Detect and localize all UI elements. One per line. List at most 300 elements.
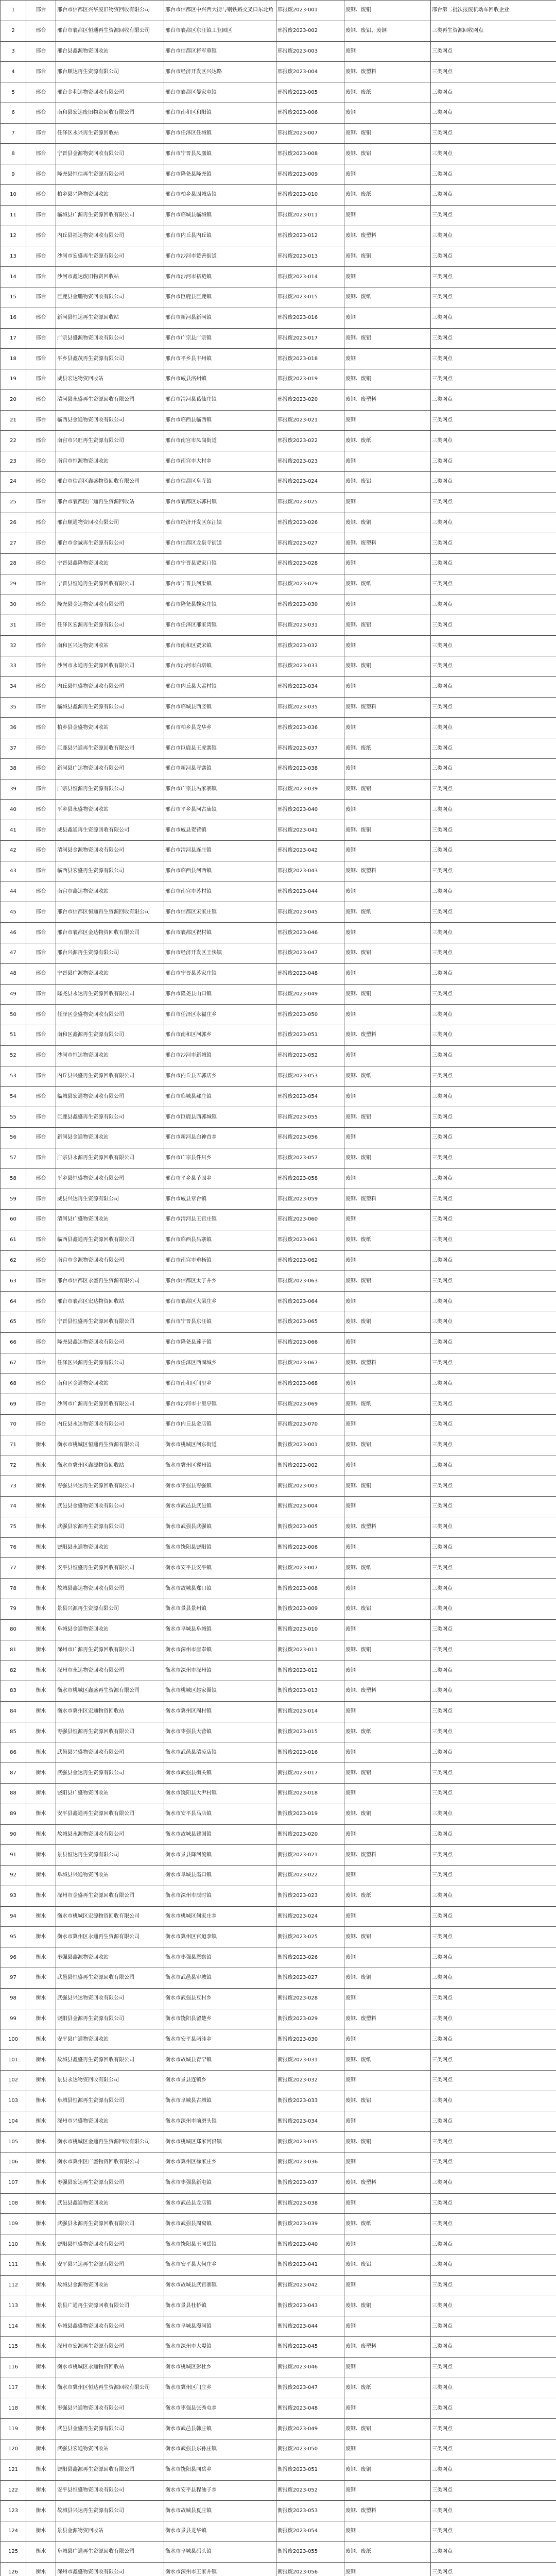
- row-city: 衡水: [26, 1988, 56, 2009]
- row-company-name: 任泽区金盛物资回收有限公司: [56, 1005, 164, 1025]
- row-sequence-number: 83: [1, 1681, 26, 1702]
- row-license-number: 邢报废2023-048: [276, 963, 344, 984]
- row-license-number: 邢报废2023-002: [276, 21, 344, 41]
- row-note: 三类网点: [431, 1824, 556, 1845]
- row-address: 衡水市深州市辰时镇: [164, 1886, 276, 1906]
- row-sequence-number: 107: [1, 2173, 26, 2193]
- row-company-name: 宁晋县鑫隆物资回收站: [56, 554, 164, 574]
- row-note: 三类网点: [431, 2009, 556, 2029]
- row-address: 邢台市任泽区西固城乡: [164, 1353, 276, 1374]
- row-company-name: 南宫市兴旺再生资源有限公司: [56, 431, 164, 451]
- row-city: 邢台: [26, 144, 56, 164]
- row-business-scope: 废钢: [344, 2029, 431, 2050]
- row-sequence-number: 116: [1, 2357, 26, 2378]
- row-license-number: 邢报废2023-059: [276, 1189, 344, 1210]
- row-business-scope: 废钢、废纸: [344, 287, 431, 308]
- row-company-name: 武强县兴达物资回收有限公司: [56, 1988, 164, 2009]
- row-license-number: 衡报废2023-025: [276, 1927, 344, 1947]
- row-address: 衡水市故城县建国镇: [164, 1824, 276, 1845]
- row-note: 三类网点: [431, 1107, 556, 1128]
- row-license-number: 邢报废2023-017: [276, 328, 344, 349]
- row-city: 邢台: [26, 1148, 56, 1168]
- row-city: 衡水: [26, 2275, 56, 2296]
- row-address: 衡水市安平县程油子乡: [164, 2480, 276, 2501]
- row-note: 三类网点: [431, 923, 556, 943]
- row-address: 邢台市临西县河西镇: [164, 861, 276, 882]
- row-company-name: 衡水市冀州区宏通物资回收站: [56, 1701, 164, 1722]
- row-business-scope: 废钢、废塑料: [344, 2501, 431, 2521]
- row-license-number: 衡报废2023-001: [276, 1435, 344, 1455]
- row-sequence-number: 64: [1, 1292, 26, 1312]
- row-address: 衡水市武邑县龙店镇: [164, 2193, 276, 2214]
- table-row: [1, 1558, 556, 1579]
- table-row: [1, 2439, 556, 2460]
- table-row: [1, 492, 556, 513]
- table-row: [1, 1640, 556, 1660]
- row-company-name: 衡水市冀州区恒达再生资源回收有限公司: [56, 2378, 164, 2398]
- row-note: 三类网点: [431, 1066, 556, 1087]
- row-address: 邢台市巨鹿县西郭城镇: [164, 1107, 276, 1128]
- row-business-scope: 废钢、废纸: [344, 185, 431, 206]
- row-business-scope: 废钢: [344, 2070, 431, 2091]
- row-sequence-number: 8: [1, 144, 26, 164]
- row-city: 衡水: [26, 2357, 56, 2378]
- row-city: 邢台: [26, 513, 56, 533]
- row-sequence-number: 36: [1, 718, 26, 738]
- row-sequence-number: 49: [1, 984, 26, 1005]
- table-row: [1, 923, 556, 943]
- table-row: [1, 1374, 556, 1394]
- row-business-scope: 废钢、废铜: [344, 656, 431, 677]
- row-company-name: 南宫市金源物资回收有限公司: [56, 1250, 164, 1271]
- row-note: 三类网点: [431, 287, 556, 308]
- row-note: 三类网点: [431, 1783, 556, 1804]
- row-business-scope: 废钢: [344, 1087, 431, 1107]
- row-note: 三类网点: [431, 267, 556, 287]
- row-address: 衡水市安平县两洼乡: [164, 2029, 276, 2050]
- row-address: 邢台市信都区皇寺镇: [164, 471, 276, 492]
- row-license-number: 邢报废2023-009: [276, 164, 344, 185]
- row-business-scope: 废钢、废塑料: [344, 1517, 431, 1537]
- row-company-name: 柏乡县金盛物资回收站: [56, 718, 164, 738]
- row-sequence-number: 57: [1, 1148, 26, 1168]
- table-row: [1, 2214, 556, 2234]
- row-address: 邢台市清河县王官庄镇: [164, 1210, 276, 1230]
- row-city: 邢台: [26, 185, 56, 206]
- row-company-name: 邢台顺达再生资源有限公司: [56, 62, 164, 82]
- row-address: 邢台市沙河市褡裢镇: [164, 267, 276, 287]
- row-address: 邢台市临西县吕寨镇: [164, 1230, 276, 1250]
- row-business-scope: 废钢: [344, 676, 431, 697]
- row-company-name: 平乡县永盛物资回收站: [56, 800, 164, 820]
- row-note: 三类网点: [431, 2173, 556, 2193]
- row-business-scope: 废钢: [344, 2357, 431, 2378]
- row-city: 衡水: [26, 1968, 56, 1989]
- row-license-number: 衡报废2023-012: [276, 1660, 344, 1681]
- row-sequence-number: 79: [1, 1599, 26, 1619]
- row-sequence-number: 71: [1, 1435, 26, 1455]
- row-sequence-number: 61: [1, 1230, 26, 1250]
- row-company-name: 阜城县广通再生资源回收有限公司: [56, 2541, 164, 2562]
- row-business-scope: 废钢: [344, 1210, 431, 1230]
- row-note: 三类网点: [431, 1845, 556, 1866]
- row-city: 邢台: [26, 718, 56, 738]
- row-license-number: 衡报废2023-017: [276, 1763, 344, 1784]
- row-note: 三类网点: [431, 1168, 556, 1189]
- row-company-name: 内丘县恒盛物资回收有限公司: [56, 676, 164, 697]
- table-row: [1, 1599, 556, 1619]
- row-sequence-number: 111: [1, 2255, 26, 2275]
- row-city: 邢台: [26, 595, 56, 615]
- row-city: 衡水: [26, 1619, 56, 1640]
- row-business-scope: 废钢、废铝: [344, 471, 431, 492]
- row-sequence-number: 87: [1, 1763, 26, 1784]
- row-city: 衡水: [26, 1845, 56, 1866]
- row-sequence-number: 125: [1, 2541, 26, 2562]
- row-address: 衡水市故城县夏庄镇: [164, 2501, 276, 2521]
- row-address: 邢台市威县洺州镇: [164, 369, 276, 390]
- row-sequence-number: 75: [1, 1517, 26, 1537]
- row-address: 邢台市经济开发区王快镇: [164, 943, 276, 963]
- row-company-name: 安平县广通物资回收站: [56, 2029, 164, 2050]
- table-row: [1, 82, 556, 103]
- table-row: [1, 349, 556, 369]
- row-address: 邢台市南和区贾宋镇: [164, 636, 276, 656]
- row-license-number: 衡报废2023-051: [276, 2460, 344, 2480]
- row-license-number: 衡报废2023-010: [276, 1619, 344, 1640]
- row-business-scope: 废钢、废铜: [344, 2296, 431, 2316]
- table-row: [1, 123, 556, 144]
- table-row: [1, 1005, 556, 1025]
- row-license-number: 衡报废2023-039: [276, 2214, 344, 2234]
- row-license-number: 衡报废2023-056: [276, 2562, 344, 2576]
- row-business-scope: 废钢、废纸: [344, 1886, 431, 1906]
- row-sequence-number: 73: [1, 1476, 26, 1497]
- row-sequence-number: 89: [1, 1804, 26, 1824]
- row-sequence-number: 9: [1, 164, 26, 185]
- row-note: 三类网点: [431, 1722, 556, 1742]
- row-license-number: 衡报废2023-006: [276, 1537, 344, 1558]
- row-city: 邢台: [26, 1353, 56, 1374]
- row-note: 三类网点: [431, 1005, 556, 1025]
- row-note: 三类网点: [431, 246, 556, 267]
- row-address: 衡水市故城县武官寨镇: [164, 2275, 276, 2296]
- row-company-name: 隆尧县永达再生资源回收有限公司: [56, 984, 164, 1005]
- row-note: 三类网点: [431, 1701, 556, 1722]
- row-business-scope: 废钢、废铜: [344, 1968, 431, 1989]
- row-note: 三类网点: [431, 718, 556, 738]
- row-address: 邢台市任泽区邢家湾镇: [164, 615, 276, 636]
- row-business-scope: 废钢: [344, 758, 431, 779]
- row-sequence-number: 34: [1, 676, 26, 697]
- row-note: 三类网点: [431, 1045, 556, 1066]
- row-note: 三类网点: [431, 1353, 556, 1374]
- row-address: 邢台市新河县寻寨镇: [164, 758, 276, 779]
- row-license-number: 衡报废2023-026: [276, 1947, 344, 1968]
- row-sequence-number: 43: [1, 861, 26, 882]
- row-city: 衡水: [26, 2132, 56, 2153]
- row-address: 衡水市安平县安平镇: [164, 1558, 276, 1579]
- row-address: 衡水市桃城区郑家河沿镇: [164, 2132, 276, 2153]
- row-sequence-number: 38: [1, 758, 26, 779]
- row-business-scope: 废钢、废纸: [344, 738, 431, 759]
- row-sequence-number: 92: [1, 1866, 26, 1886]
- row-city: 邢台: [26, 123, 56, 144]
- table-row: [1, 164, 556, 185]
- table-row: [1, 308, 556, 328]
- row-business-scope: 废钢、废铜: [344, 2460, 431, 2480]
- row-business-scope: 废钢、废铝: [344, 1599, 431, 1619]
- row-sequence-number: 56: [1, 1127, 26, 1148]
- row-company-name: 衡水市冀州区永通再生资源有限公司: [56, 1927, 164, 1947]
- row-city: 邢台: [26, 758, 56, 779]
- row-note: 三类网点: [431, 349, 556, 369]
- row-company-name: 平乡县恒盛物资回收有限公司: [56, 1168, 164, 1189]
- table-row: [1, 21, 556, 41]
- row-license-number: 邢报废2023-040: [276, 800, 344, 820]
- row-address: 衡水市深州市王家井镇: [164, 2562, 276, 2576]
- row-address: 衡水市饶阳县大尹村镇: [164, 1783, 276, 1804]
- row-license-number: 衡报废2023-037: [276, 2173, 344, 2193]
- row-sequence-number: 10: [1, 185, 26, 206]
- row-license-number: 邢报废2023-051: [276, 1025, 344, 1046]
- row-address: 邢台市襄都区祝村镇: [164, 923, 276, 943]
- table-row: [1, 1127, 556, 1148]
- row-business-scope: 废钢: [344, 2316, 431, 2337]
- row-company-name: 阜城县鑫盛物资回收有限公司: [56, 2316, 164, 2337]
- row-city: 邢台: [26, 1250, 56, 1271]
- table-row: [1, 2378, 556, 2398]
- row-address: 衡水市深州市大堤镇: [164, 2337, 276, 2358]
- table-row: [1, 1660, 556, 1681]
- row-license-number: 衡报废2023-007: [276, 1558, 344, 1579]
- row-license-number: 衡报废2023-003: [276, 1476, 344, 1497]
- table-row: [1, 2234, 556, 2255]
- row-license-number: 衡报废2023-052: [276, 2480, 344, 2501]
- row-company-name: 邢台市信都区兴华废旧物资回收有限公司: [56, 1, 164, 21]
- row-sequence-number: 19: [1, 369, 26, 390]
- row-address: 衡水市深州市前磨头镇: [164, 2111, 276, 2132]
- row-license-number: 衡报废2023-049: [276, 2419, 344, 2439]
- row-business-scope: 废钢: [344, 1742, 431, 1763]
- table-row: [1, 2337, 556, 2358]
- table-row: [1, 1394, 556, 1415]
- row-company-name: 武邑县鑫通物资回收站: [56, 2193, 164, 2214]
- table-row: [1, 2275, 556, 2296]
- row-license-number: 衡报废2023-021: [276, 1845, 344, 1866]
- row-address: 邢台市沙河市赞善街道: [164, 246, 276, 267]
- row-note: 三类网点: [431, 2111, 556, 2132]
- row-license-number: 邢报废2023-069: [276, 1394, 344, 1415]
- row-business-scope: 废钢、废铜: [344, 984, 431, 1005]
- row-sequence-number: 32: [1, 636, 26, 656]
- row-business-scope: 废钢: [344, 1701, 431, 1722]
- row-note: 三类网点: [431, 226, 556, 246]
- row-license-number: 衡报废2023-040: [276, 2234, 344, 2255]
- table-row: [1, 1681, 556, 1702]
- row-note: 三类网点: [431, 1374, 556, 1394]
- row-license-number: 邢报废2023-023: [276, 451, 344, 472]
- row-city: 衡水: [26, 1722, 56, 1742]
- row-address: 衡水市桃城区河东街道: [164, 1435, 276, 1455]
- row-business-scope: 废钢、废铜: [344, 1640, 431, 1660]
- row-business-scope: 废钢、废塑料: [344, 389, 431, 410]
- row-business-scope: 废钢、废纸: [344, 2050, 431, 2071]
- row-business-scope: 废钢、废纸: [344, 1722, 431, 1742]
- row-address: 邢台市清河县连庄镇: [164, 841, 276, 861]
- table-row: [1, 328, 556, 349]
- row-sequence-number: 123: [1, 2501, 26, 2521]
- row-address: 邢台市临城县西竖镇: [164, 697, 276, 718]
- row-license-number: 邢报废2023-061: [276, 1230, 344, 1250]
- row-city: 衡水: [26, 2541, 56, 2562]
- row-business-scope: 废钢: [344, 2153, 431, 2173]
- row-address: 衡水市深州市深州镇: [164, 1660, 276, 1681]
- table-row: [1, 2173, 556, 2193]
- row-license-number: 邢报废2023-001: [276, 1, 344, 21]
- row-note: 三类网点: [431, 1332, 556, 1353]
- row-note: 三类网点: [431, 2070, 556, 2091]
- row-address: 邢台市襄都区晏家屯镇: [164, 82, 276, 103]
- row-note: 三类网点: [431, 2153, 556, 2173]
- row-note: 三类网点: [431, 1681, 556, 1702]
- row-note: 三类网点: [431, 164, 556, 185]
- row-address: 邢台市宁晋县东汪镇: [164, 1312, 276, 1333]
- table-row: [1, 1927, 556, 1947]
- row-sequence-number: 29: [1, 574, 26, 595]
- row-note: 三类网点: [431, 1619, 556, 1640]
- row-sequence-number: 60: [1, 1210, 26, 1230]
- row-company-name: 安平县恒盛物资回收有限公司: [56, 2480, 164, 2501]
- row-address: 邢台市柏乡县固城店镇: [164, 185, 276, 206]
- row-note: 三类网点: [431, 1189, 556, 1210]
- row-city: 邢台: [26, 574, 56, 595]
- row-business-scope: 废钢: [344, 1906, 431, 1927]
- row-note: 三类网点: [431, 1127, 556, 1148]
- row-city: 衡水: [26, 2070, 56, 2091]
- row-city: 邢台: [26, 820, 56, 841]
- row-license-number: 邢报废2023-068: [276, 1374, 344, 1394]
- row-note: 三类网点: [431, 1947, 556, 1968]
- row-business-scope: 废钢: [344, 1374, 431, 1394]
- row-sequence-number: 40: [1, 800, 26, 820]
- row-company-name: 任泽区永兴再生资源回收站: [56, 123, 164, 144]
- row-city: 邢台: [26, 246, 56, 267]
- row-address: 衡水市武邑县韩庄镇: [164, 2419, 276, 2439]
- row-license-number: 邢报废2023-047: [276, 943, 344, 963]
- row-license-number: 邢报废2023-062: [276, 1250, 344, 1271]
- table-row: [1, 1312, 556, 1333]
- row-license-number: 邢报废2023-043: [276, 861, 344, 882]
- row-city: 衡水: [26, 1906, 56, 1927]
- table-row: [1, 882, 556, 902]
- row-sequence-number: 67: [1, 1353, 26, 1374]
- row-license-number: 邢报废2023-030: [276, 595, 344, 615]
- row-sequence-number: 81: [1, 1640, 26, 1660]
- row-city: 衡水: [26, 1640, 56, 1660]
- row-address: 衡水市武强县豆村乡: [164, 1988, 276, 2009]
- row-address: 邢台市临城县临城镇: [164, 205, 276, 226]
- table-row: [1, 1804, 556, 1824]
- row-company-name: 邢台兴源再生资源有限公司: [56, 943, 164, 963]
- table-row: [1, 1517, 556, 1537]
- row-license-number: 邢报废2023-024: [276, 471, 344, 492]
- row-address: 邢台市隆尧县隆尧镇: [164, 164, 276, 185]
- row-license-number: 邢报废2023-054: [276, 1087, 344, 1107]
- row-business-scope: 废钢、废铝: [344, 328, 431, 349]
- row-license-number: 邢报废2023-005: [276, 82, 344, 103]
- row-company-name: 邢台市襄都区金达物资回收有限公司: [56, 923, 164, 943]
- row-note: 三类网点: [431, 431, 556, 451]
- row-business-scope: 废钢: [344, 1250, 431, 1271]
- row-license-number: 衡报废2023-014: [276, 1701, 344, 1722]
- table-row: [1, 389, 556, 410]
- row-sequence-number: 58: [1, 1168, 26, 1189]
- row-note: 三类再生资源回收网点: [431, 21, 556, 41]
- table-row: [1, 1045, 556, 1066]
- row-sequence-number: 7: [1, 123, 26, 144]
- row-company-name: 平乡县鑫茂再生资源有限公司: [56, 349, 164, 369]
- table-row: [1, 2255, 556, 2275]
- row-company-name: 新河县广达物资回收有限公司: [56, 758, 164, 779]
- row-city: 衡水: [26, 2378, 56, 2398]
- row-license-number: 衡报废2023-044: [276, 2316, 344, 2337]
- row-city: 衡水: [26, 2460, 56, 2480]
- row-business-scope: 废钢、废铝: [344, 1271, 431, 1292]
- row-city: 衡水: [26, 1660, 56, 1681]
- row-sequence-number: 4: [1, 62, 26, 82]
- row-company-name: 威县宏达物资回收站: [56, 369, 164, 390]
- row-sequence-number: 62: [1, 1250, 26, 1271]
- row-address: 衡水市武强县武强镇: [164, 1517, 276, 1537]
- row-license-number: 邢报废2023-060: [276, 1210, 344, 1230]
- row-city: 衡水: [26, 2521, 56, 2542]
- table-row: [1, 943, 556, 963]
- row-address: 邢台市临西县临西镇: [164, 410, 276, 431]
- row-note: 三类网点: [431, 410, 556, 431]
- row-company-name: 深州市金盛再生资源回收有限公司: [56, 1886, 164, 1906]
- row-note: 三类网点: [431, 1394, 556, 1415]
- row-sequence-number: 110: [1, 2234, 26, 2255]
- row-note: 三类网点: [431, 185, 556, 206]
- row-license-number: 邢报废2023-053: [276, 1066, 344, 1087]
- row-note: 三类网点: [431, 41, 556, 62]
- row-note: 三类网点: [431, 984, 556, 1005]
- row-business-scope: 废钢: [344, 349, 431, 369]
- row-business-scope: 废钢: [344, 205, 431, 226]
- row-city: 邢台: [26, 62, 56, 82]
- table-row: [1, 1701, 556, 1722]
- row-business-scope: 废钢: [344, 1332, 431, 1353]
- row-note: 三类网点: [431, 1250, 556, 1271]
- row-business-scope: 废钢、废塑料: [344, 1189, 431, 1210]
- row-license-number: 衡报废2023-042: [276, 2275, 344, 2296]
- row-city: 衡水: [26, 1476, 56, 1497]
- row-business-scope: 废钢、废铜: [344, 820, 431, 841]
- row-city: 邢台: [26, 943, 56, 963]
- row-city: 邢台: [26, 21, 56, 41]
- row-address: 衡水市枣强县新屯镇: [164, 2173, 276, 2193]
- row-sequence-number: 54: [1, 1087, 26, 1107]
- row-sequence-number: 27: [1, 533, 26, 554]
- registry-table-body: [1, 1, 556, 2576]
- row-company-name: 南宫市鑫达物资回收站: [56, 882, 164, 902]
- row-sequence-number: 97: [1, 1968, 26, 1989]
- row-address: 衡水市阜城县阜城镇: [164, 1619, 276, 1640]
- row-company-name: 深州市宏源再生资源有限公司: [56, 2337, 164, 2358]
- table-row: [1, 2091, 556, 2111]
- row-sequence-number: 59: [1, 1189, 26, 1210]
